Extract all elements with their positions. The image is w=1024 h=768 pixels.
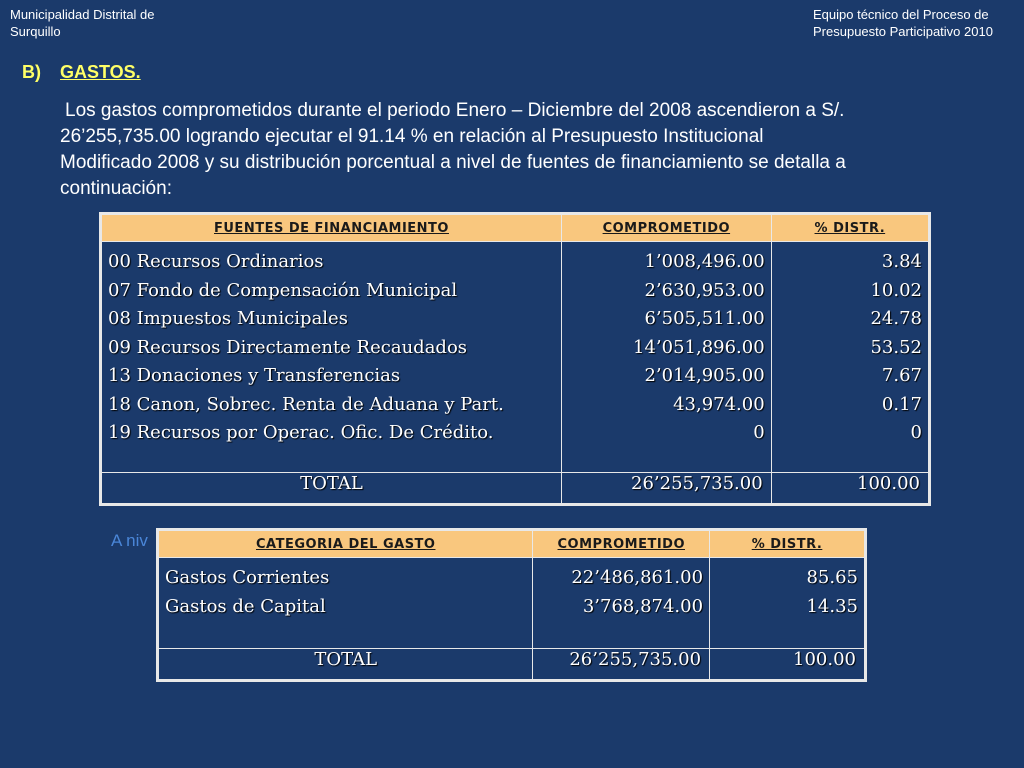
amounts-column <box>561 242 771 473</box>
table-body-row <box>159 558 865 649</box>
financing-sources-table <box>101 214 929 504</box>
amount-item: 2’014,905.00 <box>644 365 765 386</box>
intro-line: continuación: <box>60 178 172 199</box>
total-amount: 26’255,735.00 <box>561 473 771 504</box>
percent-item: 85.65 <box>806 567 858 588</box>
amount-item: 22’486,861.00 <box>571 567 704 588</box>
percent-item: 0 <box>910 422 922 443</box>
table-header-row <box>102 215 929 242</box>
column-header-sources: FUENTES DE FINANCIAMIENTO <box>102 215 562 242</box>
section-letter: B) <box>22 62 41 82</box>
section-title: GASTOS. <box>60 62 141 82</box>
amount-item: 3’768,874.00 <box>582 595 704 617</box>
total-percent: 100.00 <box>771 473 928 504</box>
percent-item: 53.52 <box>870 336 922 358</box>
intro-line: Los gastos comprometidos durante el periodo Enero – Diciembre del 2008 ascendieron a S/. <box>65 100 845 121</box>
percent-item: 14.35 <box>806 595 858 617</box>
column-header-percent: % DISTR. <box>710 531 865 558</box>
amount-item: 14’051,896.00 <box>633 336 765 358</box>
amount-item: 6’505,511.00 <box>644 308 765 329</box>
total-percent: 100.00 <box>710 649 865 680</box>
categories-column <box>159 558 533 649</box>
amount-item: 0 <box>753 422 765 443</box>
header-left-line2: Surquillo <box>10 24 61 39</box>
amount-item: 2’630,953.00 <box>644 279 765 301</box>
source-item: 09 Recursos Directamente Recaudados <box>108 336 468 358</box>
total-row <box>102 473 929 504</box>
source-item: 18 Canon, Sobrec. Renta de Aduana y Part. <box>108 393 504 415</box>
source-item: 08 Impuestos Municipales <box>108 308 348 329</box>
percent-item: 3.84 <box>881 251 922 272</box>
header-right-line2: Presupuesto Participativo 2010 <box>813 24 993 39</box>
percent-item: 7.67 <box>881 365 922 386</box>
table-header-row <box>159 531 865 558</box>
category-item: Gastos Corrientes <box>165 567 330 588</box>
percent-item: 24.78 <box>870 308 922 329</box>
amount-item: 43,974.00 <box>673 393 765 415</box>
column-header-committed: COMPROMETIDO <box>561 215 771 242</box>
total-label: TOTAL <box>102 473 562 504</box>
partial-text: A niv <box>111 531 148 550</box>
percents-column <box>710 558 865 649</box>
total-row <box>159 649 865 680</box>
percent-item: 10.02 <box>870 279 922 301</box>
percent-item: 0.17 <box>881 393 922 415</box>
sources-column <box>102 242 562 473</box>
intro-paragraph <box>60 98 960 202</box>
amount-item: 1’008,496.00 <box>644 251 765 272</box>
expense-category-table <box>158 530 865 680</box>
table-body-row <box>102 242 929 473</box>
source-item: 13 Donaciones y Transferencias <box>108 365 401 386</box>
column-header-committed: COMPROMETIDO <box>533 531 710 558</box>
column-header-category: CATEGORIA DEL GASTO <box>159 531 533 558</box>
category-item: Gastos de Capital <box>165 595 326 617</box>
source-item: 07 Fondo de Compensación Municipal <box>108 279 458 301</box>
intro-line: 26’255,735.00 logrando ejecutar el 91.14 % en relación al Presupuesto Institucional <box>60 126 764 147</box>
header-right-line1: Equipo técnico del Proceso de <box>813 7 989 22</box>
column-header-percent: % DISTR. <box>771 215 928 242</box>
total-amount: 26’255,735.00 <box>533 649 710 680</box>
header-left <box>10 6 210 40</box>
header-right <box>813 6 1018 40</box>
intro-line: Modificado 2008 y su distribución porcentual a nivel de fuentes de financiamiento se detalla a <box>60 152 846 173</box>
source-item: 00 Recursos Ordinarios <box>108 251 324 272</box>
header-left-line1: Municipalidad Distrital de <box>10 7 155 22</box>
amounts-column <box>533 558 710 649</box>
percents-column <box>771 242 928 473</box>
source-item: 19 Recursos por Operac. Ofic. De Crédito. <box>108 422 494 443</box>
total-label: TOTAL <box>159 649 533 680</box>
